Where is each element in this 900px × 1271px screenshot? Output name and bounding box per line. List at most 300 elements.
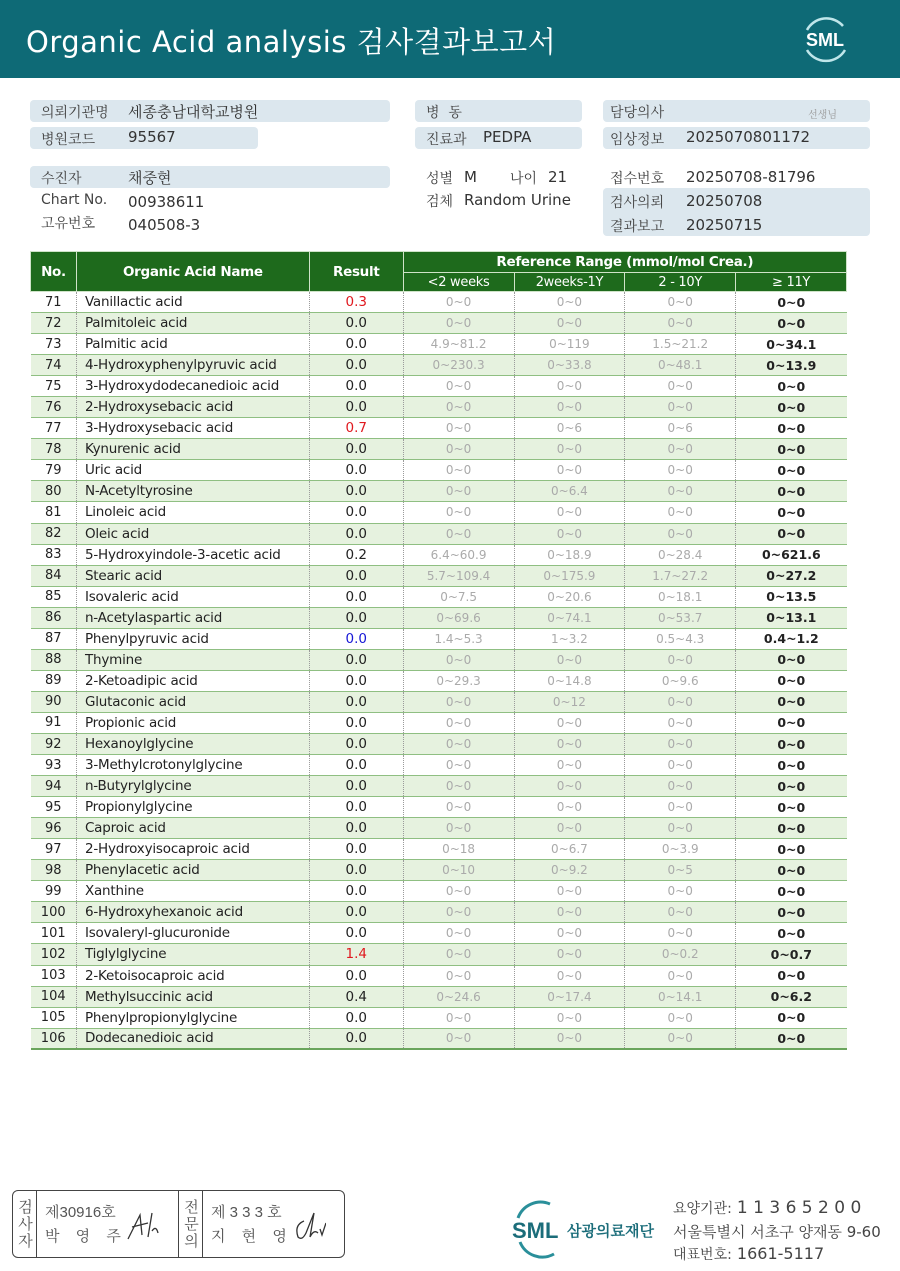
result-value: 0.0	[309, 355, 403, 376]
range-under-2-weeks: 4.9~81.2	[403, 334, 514, 355]
range-2weeks-1y: 0~74.1	[514, 607, 625, 628]
range-2-10y: 0~0	[625, 376, 736, 397]
range-2weeks-1y: 0~0	[514, 292, 625, 313]
range-2-10y: 0~0	[625, 523, 736, 544]
row-number: 77	[31, 418, 77, 439]
range-under-2-weeks: 0~0	[403, 944, 514, 965]
table-row	[31, 1028, 847, 1049]
range-11y-plus: 0~621.6	[736, 544, 847, 565]
sml-foundation-logo	[510, 1200, 660, 1260]
range-2-10y: 0~0	[625, 649, 736, 670]
range-11y-plus: 0~0	[736, 397, 847, 418]
range-under-2-weeks: 0~0	[403, 481, 514, 502]
tester-label	[13, 1191, 37, 1257]
specimen-label: 검체	[426, 194, 454, 210]
range-2weeks-1y: 0~17.4	[514, 986, 625, 1007]
result-value: 0.0	[309, 691, 403, 712]
doctor-suffix: 선생님	[808, 110, 837, 121]
phone-label: 대표번호:	[673, 1247, 732, 1263]
row-number: 105	[31, 1007, 77, 1028]
table-row	[31, 1007, 847, 1028]
acid-name: 3-Methylcrotonylglycine	[76, 755, 309, 776]
table-row	[31, 334, 847, 355]
row-number: 102	[31, 944, 77, 965]
range-11y-plus: 0~0	[736, 670, 847, 691]
range-under-2-weeks: 6.4~60.9	[403, 544, 514, 565]
result-value: 0.0	[309, 523, 403, 544]
range-2-10y: 0~48.1	[625, 355, 736, 376]
range-2-10y: 0~0	[625, 1007, 736, 1028]
range-under-2-weeks: 0~0	[403, 902, 514, 923]
range-2-10y: 0.5~4.3	[625, 628, 736, 649]
sex-value: M	[464, 168, 477, 186]
range-2-10y: 0~0	[625, 313, 736, 334]
range-11y-plus: 0~13.5	[736, 586, 847, 607]
range-2-10y: 0~0	[625, 292, 736, 313]
range-under-2-weeks: 0~0	[403, 797, 514, 818]
table-row	[31, 397, 847, 418]
sex-label: 성별	[426, 171, 454, 187]
acid-name: Linoleic acid	[76, 502, 309, 523]
tester-name: 박 영 주	[45, 1228, 127, 1245]
acid-name: Oleic acid	[76, 523, 309, 544]
table-row	[31, 481, 847, 502]
table-row	[31, 292, 847, 313]
acid-name: Xanthine	[76, 881, 309, 902]
row-number: 94	[31, 776, 77, 797]
table-row	[31, 565, 847, 586]
phone	[673, 1244, 824, 1264]
range-under-2-weeks: 0~0	[403, 418, 514, 439]
range-under-2-weeks: 0~0	[403, 1007, 514, 1028]
result-value: 0.0	[309, 334, 403, 355]
range-2-10y: 0~0	[625, 1028, 736, 1049]
table-row	[31, 628, 847, 649]
result-value: 0.4	[309, 986, 403, 1007]
row-number: 84	[31, 565, 77, 586]
range-under-2-weeks: 0~0	[403, 733, 514, 754]
range-11y-plus: 0~0	[736, 839, 847, 860]
range-under-2-weeks: 0~0	[403, 965, 514, 986]
row-number: 106	[31, 1028, 77, 1049]
row-number: 76	[31, 397, 77, 418]
range-11y-plus: 0~0	[736, 818, 847, 839]
result-value: 0.0	[309, 481, 403, 502]
range-under-2-weeks: 0~0	[403, 523, 514, 544]
row-number: 82	[31, 523, 77, 544]
result-value: 0.0	[309, 565, 403, 586]
range-under-2-weeks: 0~69.6	[403, 607, 514, 628]
table-row	[31, 923, 847, 944]
range-under-2-weeks: 0~7.5	[403, 586, 514, 607]
row-number: 73	[31, 334, 77, 355]
row-number: 90	[31, 691, 77, 712]
range-2weeks-1y: 0~0	[514, 523, 625, 544]
range-2weeks-1y: 0~0	[514, 797, 625, 818]
table-row	[31, 691, 847, 712]
row-number: 92	[31, 733, 77, 754]
range-2weeks-1y: 0~20.6	[514, 586, 625, 607]
report-value: 20250715	[686, 216, 763, 234]
acid-name: Phenylacetic acid	[76, 860, 309, 881]
range-2-10y: 0~5	[625, 860, 736, 881]
range-2weeks-1y: 0~9.2	[514, 860, 625, 881]
col-2weeks-1y: 2weeks-1Y	[514, 273, 625, 292]
range-under-2-weeks: 0~0	[403, 313, 514, 334]
row-number: 75	[31, 376, 77, 397]
range-11y-plus: 0~0	[736, 860, 847, 881]
range-11y-plus: 0~0	[736, 965, 847, 986]
row-number: 103	[31, 965, 77, 986]
range-2weeks-1y: 0~0	[514, 502, 625, 523]
range-11y-plus: 0.4~1.2	[736, 628, 847, 649]
range-2weeks-1y: 0~0	[514, 376, 625, 397]
chart-label: Chart No.	[41, 192, 108, 208]
range-under-2-weeks: 0~24.6	[403, 986, 514, 1007]
acid-name: n-Acetylaspartic acid	[76, 607, 309, 628]
specialist-label	[179, 1191, 203, 1257]
result-value: 0.0	[309, 397, 403, 418]
acid-name: Isovaleryl-glucuronide	[76, 923, 309, 944]
range-2weeks-1y: 0~18.9	[514, 544, 625, 565]
table-row	[31, 355, 847, 376]
result-value: 0.0	[309, 797, 403, 818]
row-number: 74	[31, 355, 77, 376]
range-11y-plus: 0~0	[736, 755, 847, 776]
row-number: 71	[31, 292, 77, 313]
range-under-2-weeks: 0~0	[403, 376, 514, 397]
table-row	[31, 755, 847, 776]
range-2-10y: 0~0	[625, 502, 736, 523]
table-row	[31, 607, 847, 628]
row-number: 98	[31, 860, 77, 881]
result-value: 0.0	[309, 965, 403, 986]
tester-signature	[126, 1211, 160, 1241]
row-number: 95	[31, 797, 77, 818]
acid-name: Uric acid	[76, 460, 309, 481]
range-under-2-weeks: 5.7~109.4	[403, 565, 514, 586]
result-value: 0.0	[309, 502, 403, 523]
range-11y-plus: 0~0	[736, 902, 847, 923]
acid-name: n-Butyrylglycine	[76, 776, 309, 797]
result-value: 0.0	[309, 881, 403, 902]
range-under-2-weeks: 0~29.3	[403, 670, 514, 691]
range-2-10y: 0~0.2	[625, 944, 736, 965]
row-number: 78	[31, 439, 77, 460]
range-11y-plus: 0~13.1	[736, 607, 847, 628]
range-2weeks-1y: 0~0	[514, 313, 625, 334]
table-row	[31, 313, 847, 334]
row-number: 88	[31, 649, 77, 670]
ward-label: 병 동	[426, 105, 462, 121]
clinical-value: 2025070801172	[686, 128, 811, 146]
table-row	[31, 818, 847, 839]
code-label: 요양기관:	[673, 1201, 732, 1217]
acid-name: 4-Hydroxyphenylpyruvic acid	[76, 355, 309, 376]
row-number: 83	[31, 544, 77, 565]
row-number: 91	[31, 712, 77, 733]
range-2-10y: 0~6	[625, 418, 736, 439]
result-value: 0.0	[309, 839, 403, 860]
range-2-10y: 0~0	[625, 965, 736, 986]
table-row	[31, 944, 847, 965]
table-row	[31, 986, 847, 1007]
result-value: 1.4	[309, 944, 403, 965]
table-row	[31, 902, 847, 923]
row-number: 79	[31, 460, 77, 481]
range-11y-plus: 0~0	[736, 502, 847, 523]
result-value: 0.7	[309, 418, 403, 439]
acid-name: Kynurenic acid	[76, 439, 309, 460]
row-number: 101	[31, 923, 77, 944]
department-label: 진료과	[426, 132, 467, 148]
acid-name: Phenylpyruvic acid	[76, 628, 309, 649]
result-value: 0.0	[309, 776, 403, 797]
acid-name: Dodecanedioic acid	[76, 1028, 309, 1049]
range-2-10y: 0~3.9	[625, 839, 736, 860]
range-2weeks-1y: 1~3.2	[514, 628, 625, 649]
range-11y-plus: 0~27.2	[736, 565, 847, 586]
range-under-2-weeks: 0~0	[403, 776, 514, 797]
row-number: 93	[31, 755, 77, 776]
result-value: 0.0	[309, 860, 403, 881]
range-11y-plus: 0~0	[736, 776, 847, 797]
range-under-2-weeks: 0~10	[403, 860, 514, 881]
result-value: 0.3	[309, 292, 403, 313]
range-2-10y: 0~0	[625, 460, 736, 481]
range-2weeks-1y: 0~0	[514, 1028, 625, 1049]
result-value: 0.0	[309, 649, 403, 670]
range-11y-plus: 0~0	[736, 292, 847, 313]
result-value: 0.0	[309, 902, 403, 923]
col-result: Result	[309, 252, 403, 292]
result-value: 0.0	[309, 439, 403, 460]
table-row	[31, 670, 847, 691]
range-2weeks-1y: 0~119	[514, 334, 625, 355]
age-label: 나이	[510, 171, 538, 187]
institution-code	[673, 1198, 861, 1218]
clinical-label: 임상정보	[610, 132, 665, 148]
col-11y-plus: ≥ 11Y	[736, 273, 847, 292]
request-label: 검사의뢰	[610, 195, 665, 211]
table-row	[31, 649, 847, 670]
range-2weeks-1y: 0~175.9	[514, 565, 625, 586]
tester-number: 제30916호	[45, 1204, 116, 1221]
range-2-10y: 0~0	[625, 902, 736, 923]
range-2weeks-1y: 0~0	[514, 460, 625, 481]
row-number: 85	[31, 586, 77, 607]
table-row	[31, 523, 847, 544]
result-value: 0.0	[309, 628, 403, 649]
row-number: 81	[31, 502, 77, 523]
col-no: No.	[31, 252, 77, 292]
age-value: 21	[548, 168, 568, 186]
table-row	[31, 586, 847, 607]
range-2weeks-1y: 0~0	[514, 881, 625, 902]
range-2-10y: 0~0	[625, 439, 736, 460]
acid-name: 2-Hydroxyisocaproic acid	[76, 839, 309, 860]
row-number: 99	[31, 881, 77, 902]
unique-value: 040508-3	[128, 216, 201, 234]
range-under-2-weeks: 0~0	[403, 691, 514, 712]
phone-value: 1661-5117	[736, 1244, 825, 1263]
patient-value: 채중현	[128, 169, 172, 187]
acid-name: Glutaconic acid	[76, 691, 309, 712]
range-2-10y: 0~0	[625, 691, 736, 712]
acid-name: Propionylglycine	[76, 797, 309, 818]
range-11y-plus: 0~0	[736, 712, 847, 733]
row-number: 80	[31, 481, 77, 502]
acid-name: Tiglylglycine	[76, 944, 309, 965]
acid-name: 6-Hydroxyhexanoic acid	[76, 902, 309, 923]
range-under-2-weeks: 0~0	[403, 502, 514, 523]
hospital-code-value: 95567	[128, 128, 176, 146]
results-table	[30, 251, 847, 1050]
acid-name: 2-Ketoisocaproic acid	[76, 965, 309, 986]
range-2-10y: 0~28.4	[625, 544, 736, 565]
col-2-10y: 2 - 10Y	[625, 273, 736, 292]
table-row	[31, 460, 847, 481]
range-2weeks-1y: 0~0	[514, 944, 625, 965]
acid-name: 5-Hydroxyindole-3-acetic acid	[76, 544, 309, 565]
sml-logo	[797, 12, 853, 66]
institution-value: 세종충남대학교병원	[128, 103, 259, 121]
report-title: Organic Acid analysis 검사결과보고서	[26, 25, 557, 59]
acid-name: Caproic acid	[76, 818, 309, 839]
range-2weeks-1y: 0~0	[514, 712, 625, 733]
range-11y-plus: 0~6.2	[736, 986, 847, 1007]
range-2-10y: 0~9.6	[625, 670, 736, 691]
signature-box	[12, 1190, 345, 1258]
range-2-10y: 0~0	[625, 818, 736, 839]
range-2-10y: 0~53.7	[625, 607, 736, 628]
range-under-2-weeks: 0~0	[403, 712, 514, 733]
table-row	[31, 376, 847, 397]
doctor-label: 담당의사	[610, 105, 665, 121]
range-11y-plus: 0~0	[736, 797, 847, 818]
range-under-2-weeks: 1.4~5.3	[403, 628, 514, 649]
range-under-2-weeks: 0~0	[403, 292, 514, 313]
acid-name: N-Acetyltyrosine	[76, 481, 309, 502]
range-2-10y: 0~0	[625, 397, 736, 418]
range-11y-plus: 0~0	[736, 418, 847, 439]
range-under-2-weeks: 0~0	[403, 1028, 514, 1049]
acid-name: Palmitoleic acid	[76, 313, 309, 334]
range-under-2-weeks: 0~230.3	[403, 355, 514, 376]
range-2weeks-1y: 0~0	[514, 965, 625, 986]
receipt-value: 20250708-81796	[686, 168, 816, 186]
row-number: 87	[31, 628, 77, 649]
table-row	[31, 712, 847, 733]
receipt-label: 접수번호	[610, 171, 665, 187]
tester-label-text: 검사자	[16, 1198, 33, 1250]
svg-text:삼광의료재단: 삼광의료재단	[567, 1222, 654, 1240]
acid-name: Isovaleric acid	[76, 586, 309, 607]
table-row	[31, 797, 847, 818]
chart-value: 00938611	[128, 193, 205, 211]
institution-label: 의뢰기관명	[41, 105, 109, 121]
code-value: 1 1 3 6 5 2 0 0	[736, 1198, 862, 1218]
range-11y-plus: 0~0	[736, 313, 847, 334]
range-under-2-weeks: 0~0	[403, 397, 514, 418]
range-2-10y: 1.5~21.2	[625, 334, 736, 355]
table-row	[31, 965, 847, 986]
acid-name: Propionic acid	[76, 712, 309, 733]
result-value: 0.0	[309, 376, 403, 397]
table-row	[31, 733, 847, 754]
range-2-10y: 1.7~27.2	[625, 565, 736, 586]
range-2weeks-1y: 0~6.7	[514, 839, 625, 860]
range-11y-plus: 0~0	[736, 1028, 847, 1049]
range-2-10y: 0~0	[625, 923, 736, 944]
acid-name: Stearic acid	[76, 565, 309, 586]
result-value: 0.0	[309, 313, 403, 334]
range-11y-plus: 0~34.1	[736, 334, 847, 355]
col-name: Organic Acid Name	[76, 252, 309, 292]
report-header-bar	[0, 0, 900, 78]
range-2weeks-1y: 0~0	[514, 755, 625, 776]
request-value: 20250708	[686, 192, 763, 210]
range-11y-plus: 0~0	[736, 439, 847, 460]
range-2weeks-1y: 0~0	[514, 923, 625, 944]
range-under-2-weeks: 0~0	[403, 649, 514, 670]
table-row	[31, 881, 847, 902]
row-number: 89	[31, 670, 77, 691]
result-value: 0.0	[309, 670, 403, 691]
patient-label: 수진자	[41, 171, 82, 187]
range-11y-plus: 0~0	[736, 481, 847, 502]
range-2-10y: 0~0	[625, 776, 736, 797]
result-value: 0.0	[309, 733, 403, 754]
range-11y-plus: 0~0.7	[736, 944, 847, 965]
specialist-cell	[203, 1191, 344, 1257]
acid-name: 2-Ketoadipic acid	[76, 670, 309, 691]
result-value: 0.0	[309, 755, 403, 776]
range-2-10y: 0~18.1	[625, 586, 736, 607]
range-2weeks-1y: 0~0	[514, 733, 625, 754]
table-row	[31, 776, 847, 797]
range-under-2-weeks: 0~0	[403, 923, 514, 944]
range-2-10y: 0~0	[625, 733, 736, 754]
range-2weeks-1y: 0~33.8	[514, 355, 625, 376]
range-11y-plus: 0~0	[736, 460, 847, 481]
acid-name: Methylsuccinic acid	[76, 986, 309, 1007]
svg-text:SML: SML	[512, 1218, 559, 1243]
table-row	[31, 860, 847, 881]
range-11y-plus: 0~0	[736, 733, 847, 754]
row-number: 104	[31, 986, 77, 1007]
range-2-10y: 0~14.1	[625, 986, 736, 1007]
svg-text:SML: SML	[806, 30, 844, 50]
hospital-code-label: 병원코드	[41, 132, 96, 148]
range-under-2-weeks: 0~0	[403, 818, 514, 839]
table-row	[31, 839, 847, 860]
acid-name: Thymine	[76, 649, 309, 670]
range-under-2-weeks: 0~0	[403, 881, 514, 902]
specialist-signature	[292, 1211, 326, 1241]
row-number: 72	[31, 313, 77, 334]
range-11y-plus: 0~0	[736, 523, 847, 544]
range-2-10y: 0~0	[625, 712, 736, 733]
unique-label: 고유번호	[41, 216, 96, 232]
range-2weeks-1y: 0~0	[514, 902, 625, 923]
range-11y-plus: 0~0	[736, 923, 847, 944]
acid-name: Hexanoylglycine	[76, 733, 309, 754]
range-11y-plus: 0~0	[736, 649, 847, 670]
col-under-2-weeks: <2 weeks	[403, 273, 514, 292]
range-2weeks-1y: 0~0	[514, 776, 625, 797]
table-row	[31, 439, 847, 460]
